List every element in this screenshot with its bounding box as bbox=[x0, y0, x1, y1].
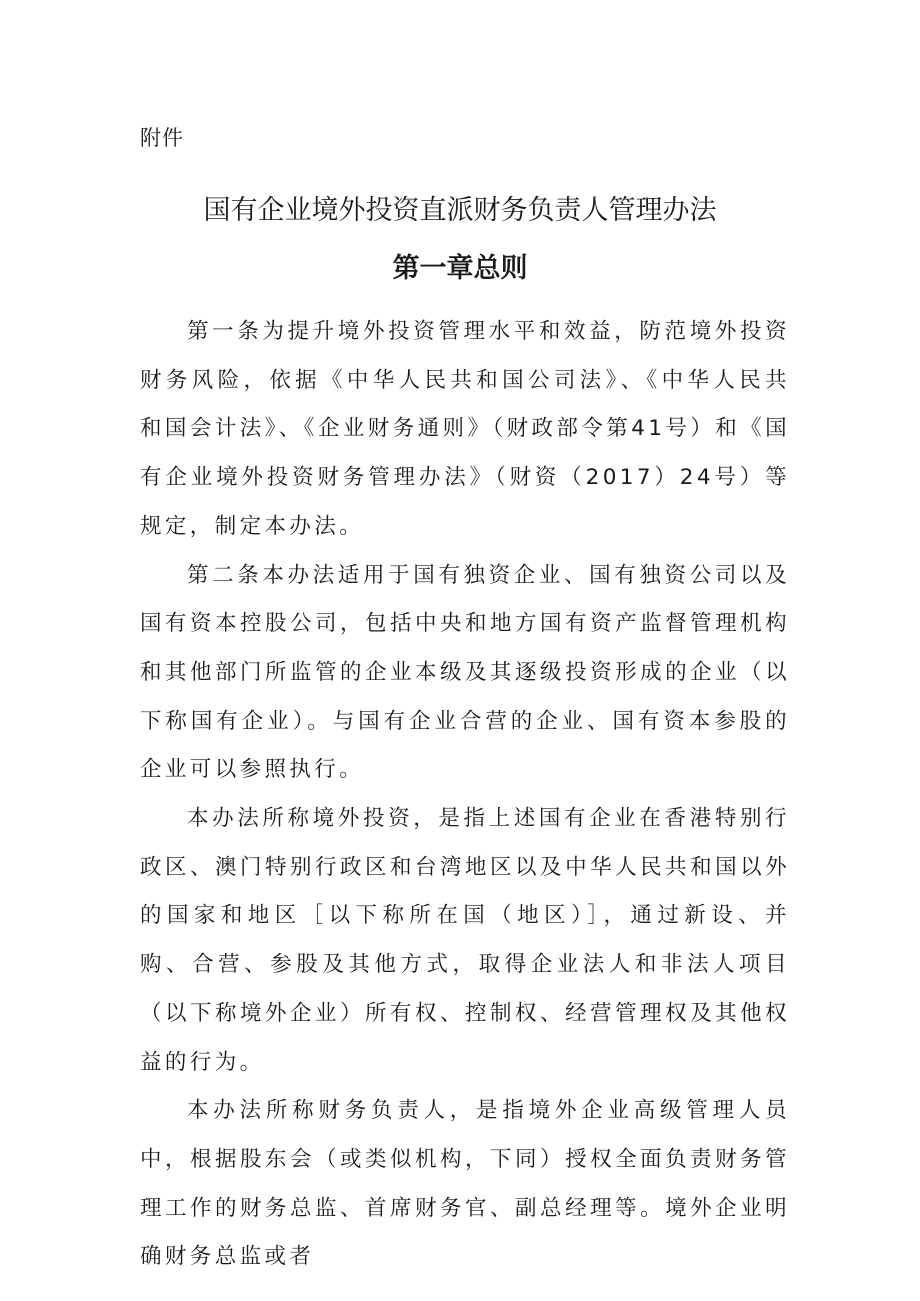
chapter-title: 第一章总则 bbox=[392, 253, 528, 284]
document-body bbox=[140, 308, 790, 1282]
article-1-paragraph: 第一条为提升境外投资管理水平和效益，防范境外投资财务风险，依据《中华人民共和国公司法》、《中华人民共和国会计法》、《企业财务通则》（财政部令第41号）和《国有企业境外投资财务管理办法》（财资（2017）24号）等规定，制定本办法。 bbox=[140, 319, 790, 539]
financial-officer-definition-paragraph: 本办法所称财务负责人，是指境外企业高级管理人员中，根据股东会（或类似机构，下同）授权全面负责财务管理工作的财务总监、首席财务官、副总经理等。境外企业明确财务总监或者 bbox=[140, 1098, 790, 1270]
attachment-label: 附件 bbox=[140, 126, 184, 150]
document-title: 国有企业境外投资直派财务负责人管理办法 bbox=[203, 195, 717, 226]
overseas-investment-definition-paragraph: 本办法所称境外投资，是指上述国有企业在香港特别行政区、澳门特别行政区和台湾地区以及中华人民共和国以外的国家和地区［以下称所在国（地区）］，通过新设、并购、合营、参股及其他方式，取得企业法人和非法人项目（以下称境外企业）所有权、控制权、经营管理权及其他权益的行为。 bbox=[140, 806, 790, 1075]
article-2-paragraph: 第二条本办法适用于国有独资企业、国有独资公司以及国有资本控股公司，包括中央和地方国有资产监督管理机构和其他部门所监管的企业本级及其逐级投资形成的企业（以下称国有企业）。与国有企业合营的企业、国有资本参股的企业可以参照执行。 bbox=[140, 562, 790, 783]
